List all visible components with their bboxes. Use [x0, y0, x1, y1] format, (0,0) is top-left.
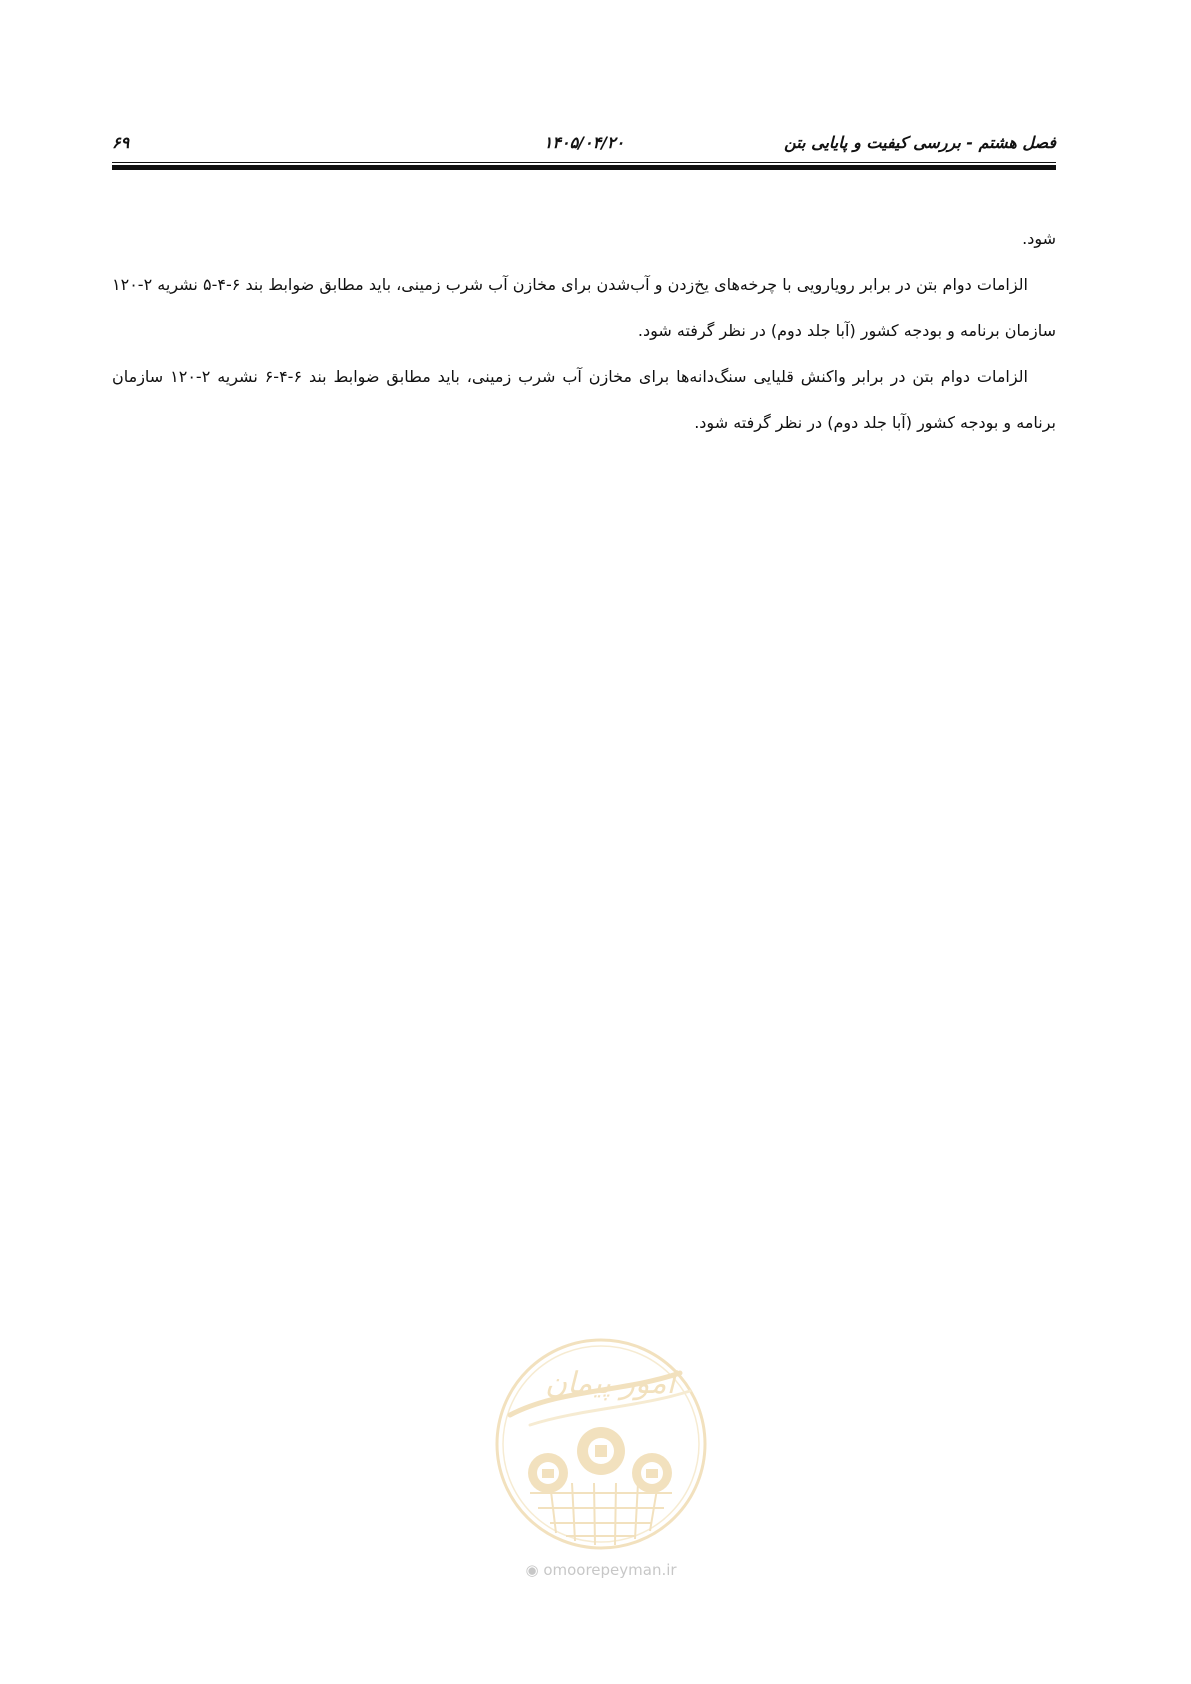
body-text — [112, 216, 1056, 446]
header-rule-thin — [112, 162, 1056, 163]
paragraph-freeze-thaw: الزامات دوام بتن در برابر رویارویی با چرخه‌های یخ‌زدن و آب‌شدن برای مخازن آب شرب زمینی، باید مطابق ضوابط بند ۶-۴-۵ نشریه ۲-۱۲۰ سازمان برنامه و بودجه کشور (آبا جلد دوم) در نظر گرفته شود. — [112, 275, 1056, 340]
watermark-logo-text: امور پیمان — [545, 1366, 675, 1401]
header-rule-thick — [112, 165, 1056, 170]
paragraph-alkali-reaction: الزامات دوام بتن در برابر واکنش قلیایی سنگ‌دانه‌ها برای مخازن آب شرب زمینی، باید مطابق ضوابط بند ۶-۴-۶ نشریه ۲-۱۲۰ سازمان برنامه و بودجه کشور (آبا جلد دوم) در نظر گرفته شود. — [112, 367, 1056, 432]
watermark-logo — [490, 1333, 712, 1583]
watermark-url: ◉ omoorepeyman.ir — [525, 1561, 677, 1579]
paragraph-continuation: شود. — [1022, 229, 1056, 248]
page-header — [112, 128, 1056, 156]
chapter-title: فصل هشتم - بررسی کیفیت و پایایی بتن — [784, 133, 1056, 152]
header-date: ۱۴۰۵/۰۴/۲۰ — [543, 133, 625, 152]
page-number: ۶۹ — [112, 133, 130, 152]
watermark-emblem-icon — [490, 1333, 712, 1555]
globe-icon: ◉ — [525, 1561, 539, 1579]
